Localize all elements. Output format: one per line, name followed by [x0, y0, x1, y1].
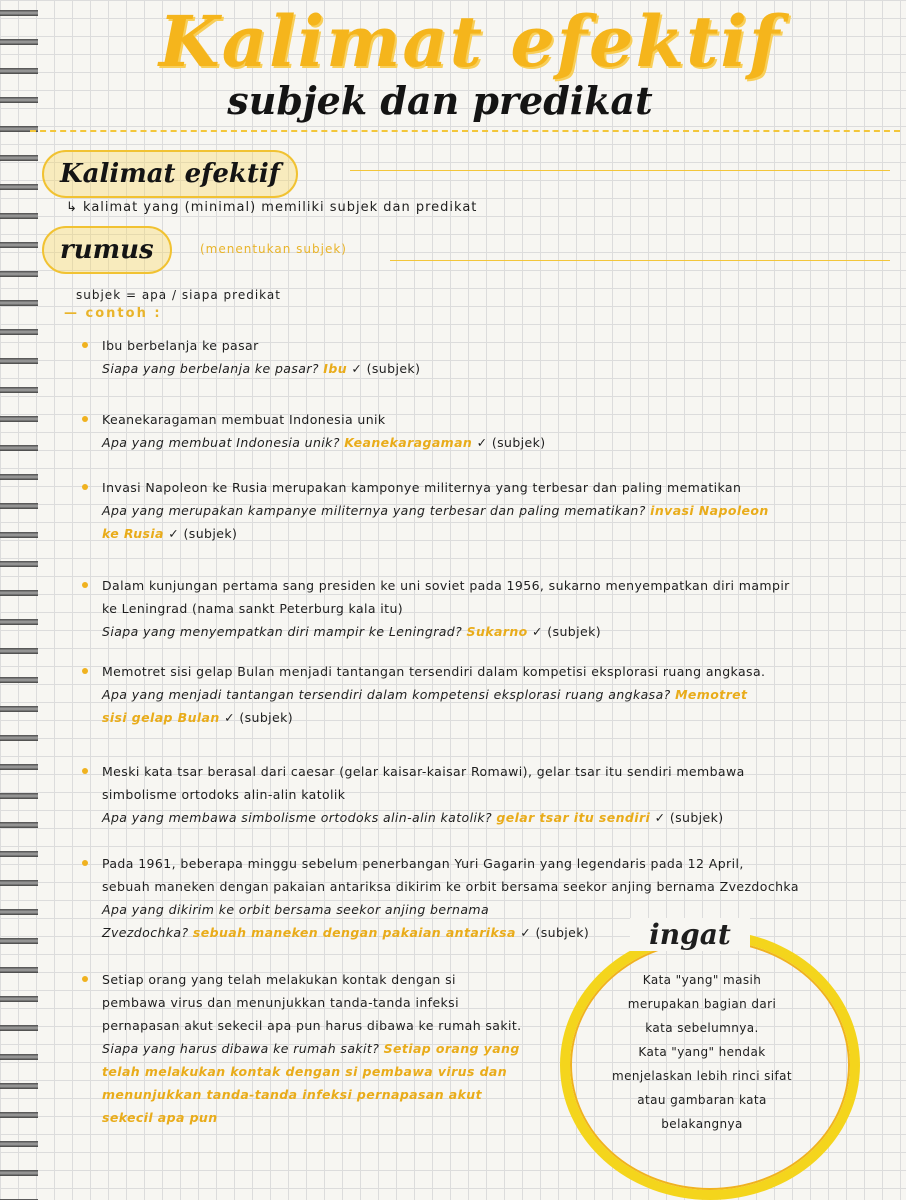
bullet-dot — [82, 582, 88, 588]
example-2: Keanekaragaman membuat Indonesia unik Apa yang membuat Indonesia unik? Keanekaragaman ✓ (subjek) — [82, 408, 862, 454]
section1-line — [350, 170, 890, 171]
example-7: Pada 1961, beberapa minggu sebelum penerbangan Yuri Gagarin yang legendaris pada 12 April, sebuah maneken dengan pakaian antariksa dikirim ke orbit bersama seekor anjing bernama Zvezdochka Apa yang dikirim ke orbit bersama seekor anjing bernama Zvezdochka? sebuah maneken dengan pakaian antariksa ✓ (subjek) — [82, 852, 862, 944]
formula-text: subjek = apa / siapa predikat — [76, 288, 281, 302]
definition-text: ↳ kalimat yang (minimal) memiliki subjek dan predikat — [66, 200, 478, 215]
page-title: Kalimat efektif — [158, 0, 782, 83]
example-1: Ibu berbelanja ke pasar Siapa yang berbelanja ke pasar? Ibu ✓ (subjek) — [82, 334, 862, 380]
example-8: Setiap orang yang telah melakukan kontak dengan si pembawa virus dan menunjukkan tanda-tanda infeksi pernapasan akut sekecil apa pun harus dibawa ke rumah sakit. Siapa yang harus dibawa ke rumah sakit? Setiap orang yang telah melakukan kontak dengan si pembawa virus dan menunjukkan tanda-tanda infeksi pernapasan akut sekecil apa pun — [82, 968, 522, 1129]
bullet-dot — [82, 668, 88, 674]
example-3: Invasi Napoleon ke Rusia merupakan kamponye militernya yang terbesar dan paling mematikan Apa yang merupakan kampanye militernya yang terbesar dan paling mematikan? invasi Napoleon ke Rusia ✓ (subjek) — [82, 476, 862, 545]
section2-line — [390, 260, 890, 261]
bullet-dot — [82, 860, 88, 866]
ingat-text: Kata "yang" masih merupakan bagian dari kata sebelumnya. Kata "yang" hendak menjelaskan lebih rinci sifat atau gambaran kata belakangnya — [611, 973, 793, 1131]
contoh-label: — contoh : — [64, 306, 162, 321]
bullet-dot — [82, 976, 88, 982]
example-6: Meski kata tsar berasal dari caesar (gelar kaisar-kaisar Romawi), gelar tsar itu sendiri membawa simbolisme ortodoks alin-alin katolik Apa yang membawa simbolisme ortodoks alin-alin katolik? gelar tsar itu sendiri ✓ (subjek) — [82, 760, 862, 829]
section-badge-kalimat-efektif: Kalimat efektif — [42, 150, 298, 198]
bullet-dot — [82, 768, 88, 774]
bullet-dot — [82, 416, 88, 422]
bullet-dot — [82, 484, 88, 490]
section-badge-rumus: rumus — [42, 226, 172, 274]
example-4: Dalam kunjungan pertama sang presiden ke uni soviet pada 1956, sukarno menyempatkan diri mampir ke Leningrad (nama sankt Peterburg kala itu) Siapa yang menyempatkan diri mampir ke Leningrad? Sukarno ✓ (subjek) — [82, 574, 862, 643]
ingat-title: ingat — [630, 918, 750, 951]
notebook-spiral — [0, 0, 38, 1200]
example-5: Memotret sisi gelap Bulan menjadi tantangan tersendiri dalam kompetisi eksplorasi ruang angkasa. Apa yang menjadi tantangan tersendiri dalam kompetensi eksplorasi ruang angkasa? Memotret sisi gelap Bulan ✓ (subjek) — [82, 660, 862, 729]
page-subtitle: subjek dan predikat — [227, 78, 653, 123]
rumus-note: (menentukan subjek) — [200, 242, 347, 256]
bullet-dot — [82, 342, 88, 348]
title-divider — [30, 130, 900, 132]
